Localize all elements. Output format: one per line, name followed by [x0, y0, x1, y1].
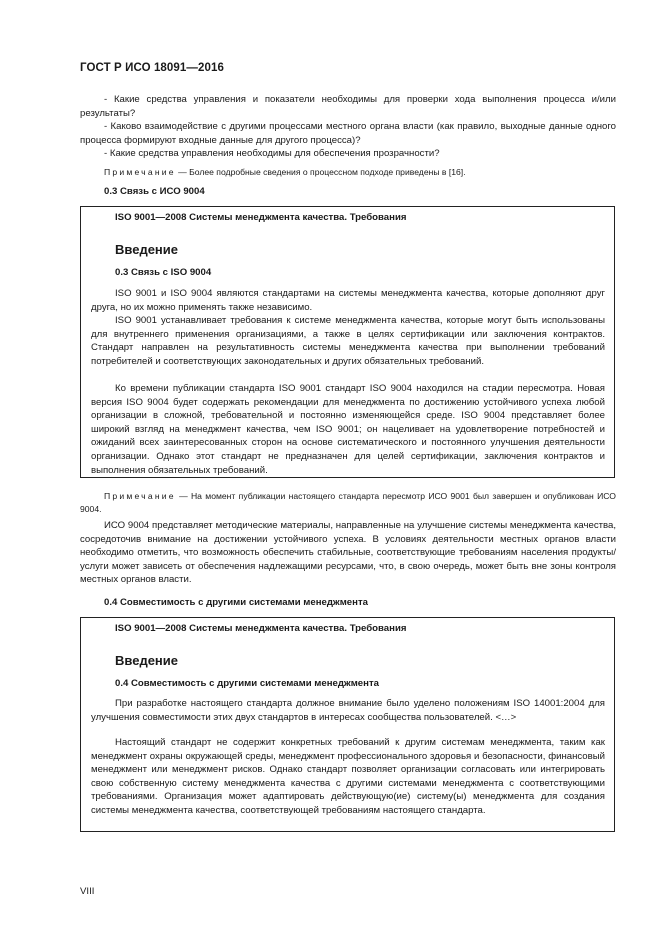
quote-box-iso9001-0-4 — [80, 617, 615, 832]
quote-paragraph: Настоящий стандарт не содержит конкретных требований к другим системам менеджмента, таким как менеджмент охраны окружающей среды, менеджмент профессионального здоровья и безопасности, финансовый менеджмент или менеджмент рисков. Однако стандарт позволяет организации согласовать или интегрировать свою собственную систему менеджмента качества с другими системами менеджмента с соответствующими требованиями. Организация может адаптировать действующую(ие) систему(ы) менеджмента для создания системы менеджмента качества, соответствующей требованиям настоящего стандарта. — [91, 737, 605, 816]
note-label: Примечание — [104, 167, 176, 177]
quote-box-title: ISO 9001—2008 Системы менеджмента качества. Требования — [115, 212, 407, 223]
quote-paragraph: Ко времени публикации стандарта ISO 9001 стандарт ISO 9004 находился на стадии пересмотра. Новая версия ISO 9004 будет содержать рекомендации для менеджмента по достижению устойчивого успеха любой организации в сложной, требовательной и постоянно изменяющейся среде. ISO 9004 представляет более широкий взгляд на менеджмент качества, чем ISO 9001; он нацеливает на удовлетворение потребностей и ожиданий всех заинтересованных сторон на основе систематического и постоянного улучшения деятельности организации. Однако этот стандарт не предназначен для целей сертификации, заключения контрактов и выполнения обязательных требований. — [91, 383, 605, 476]
note-label: Примечание — [104, 491, 176, 501]
page-number: VIII — [80, 886, 95, 897]
note-text: — Более подробные сведения о процессном подходе приведены в [16]. — [175, 167, 466, 177]
quote-box-heading: Введение — [115, 242, 178, 257]
note-text: — На момент публикации настоящего стандарта пересмотр ИСО 9001 был завершен и опубликован ИСО 9004. — [80, 491, 616, 514]
quote-box-subheading: 0.3 Связь с ISO 9004 — [115, 267, 212, 278]
list-item-process-interaction: - Каково взаимодействие с другими процессами местного органа власти (как правило, выходные данные одного процесса формируют входные данные для другого процесса)? — [80, 121, 616, 146]
list-item-transparency: - Какие средства управления необходимы для обеспечения прозрачности? — [104, 148, 440, 159]
note-iso9001-revision — [80, 490, 616, 515]
quote-box-title: ISO 9001—2008 Системы менеджмента качества. Требования — [115, 623, 407, 634]
section-heading-0-3: 0.3 Связь с ИСО 9004 — [104, 186, 205, 197]
document-header: ГОСТ Р ИСО 18091—2016 — [80, 62, 225, 74]
quote-paragraph: ISO 9001 устанавливает требования к системе менеджмента качества, которые могут быть использованы для внутреннего применения организациями, а также в целях сертификации или заключения контрактов. Стандарт направлен на результативность системы менеджмента качества при выполнении требований потребителей и соответствующих законодательных и других обязательных требований. — [91, 315, 605, 367]
note-process-approach — [80, 166, 616, 179]
quote-box-iso9001-0-3 — [80, 206, 615, 478]
quote-box-heading: Введение — [115, 653, 178, 668]
quote-paragraph: ISO 9001 и ISO 9004 являются стандартами на системы менеджмента качества, которые дополняют друг друга, но их можно применять также независимо. — [91, 288, 605, 313]
quote-paragraph: При разработке настоящего стандарта должное внимание было уделено положениям ISO 14001:2004 для улучшения совместимости этих двух стандартов в интересах сообщества пользователей. <…> — [91, 698, 605, 723]
quote-box-subheading: 0.4 Совместимость с другими системами менеджмента — [115, 678, 379, 689]
list-item-control-means: - Какие средства управления и показатели необходимы для проверки хода выполнения процесса и/или результаты? — [80, 94, 616, 119]
paragraph-iso9004: ИСО 9004 представляет методические материалы, направленные на улучшение системы менеджмента качества, сосредоточив внимание на достижении устойчивого успеха. В условиях деятельности местных органов власти необходимо отметить, что возможность обеспечить стабильные, соответствующие требованиям населения продукты/услуги может зависеть от обеспечения надлежащими ресурсами, что, в свою очередь, может быть вне зоны контроля местных органов власти. — [80, 520, 616, 586]
section-heading-0-4: 0.4 Совместимость с другими системами менеджмента — [104, 597, 368, 608]
